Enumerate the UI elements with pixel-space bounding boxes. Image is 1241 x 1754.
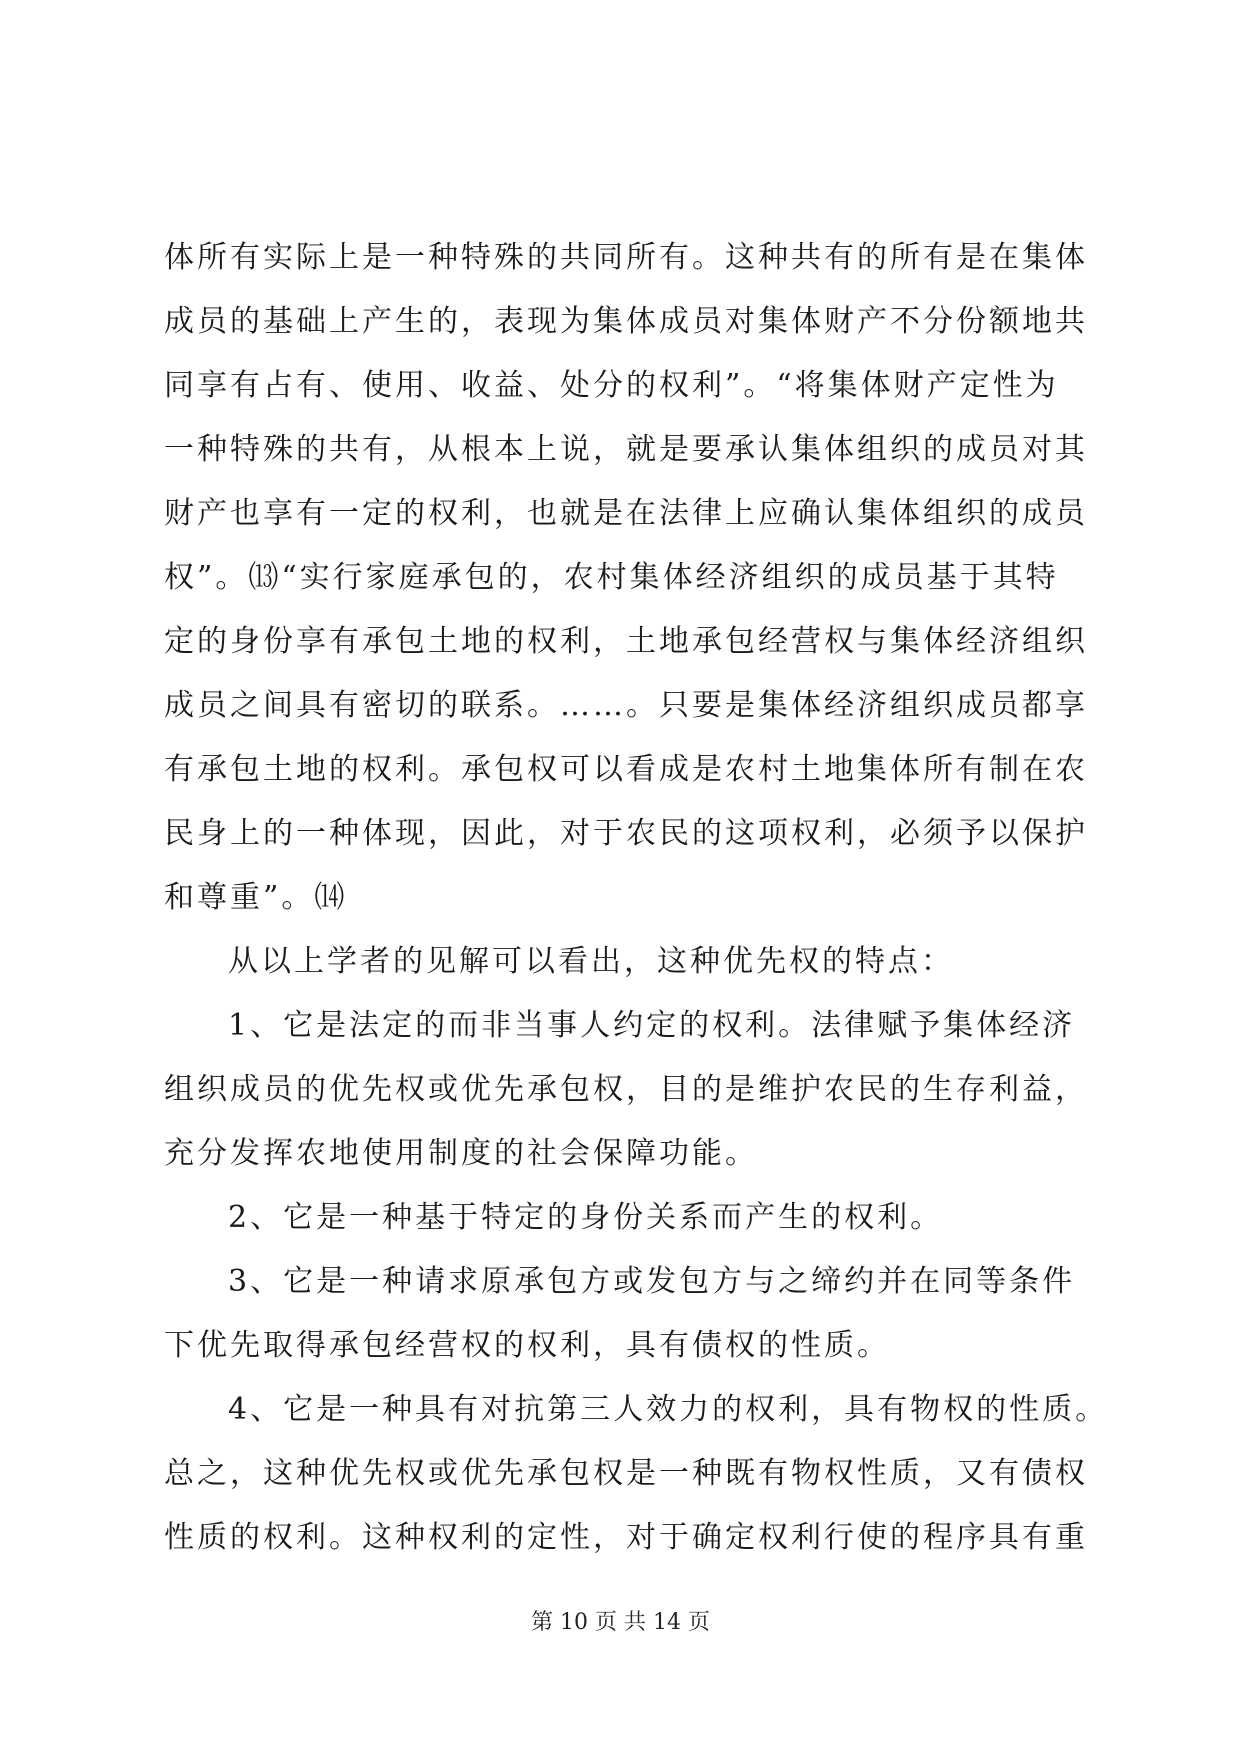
text-line: 成员之间具有密切的联系。……。只要是集体经济组织成员都享 [164, 688, 1088, 723]
page-footer: 第 10 页 共 14 页 [531, 1610, 710, 1635]
text-line: 和尊重”。⒁ [164, 880, 348, 915]
text-line: 体所有实际上是一种特殊的共同所有。这种共有的所有是在集体 [164, 240, 1088, 275]
text-line: 同享有占有、使用、收益、处分的权利”。“将集体财产定性为 [164, 368, 1059, 403]
paragraph-start-line: 1、它是法定的而非当事人约定的权利。法律赋予集体经济 [228, 1008, 1076, 1043]
text-line: 民身上的一种体现，因此，对于农民的这项权利，必须予以保护 [164, 816, 1088, 851]
text-line: 有承包土地的权利。承包权可以看成是农村土地集体所有制在农 [164, 752, 1088, 787]
text-line: 下优先取得承包经营权的权利，具有债权的性质。 [164, 1328, 890, 1363]
paragraph-start-line: 从以上学者的见解可以看出，这种优先权的特点： [228, 944, 954, 979]
paragraph-start-line: 2、它是一种基于特定的身份关系而产生的权利。 [228, 1200, 944, 1235]
text-line: 性质的权利。这种权利的定性，对于确定权利行使的程序具有重 [164, 1520, 1088, 1555]
body-text [164, 226, 1109, 1570]
text-line: 权”。⒀“实行家庭承包的，农村集体经济组织的成员基于其特 [164, 560, 1059, 595]
text-line: 组织成员的优先权或优先承包权，目的是维护农民的生存利益， [164, 1072, 1088, 1107]
text-line: 成员的基础上产生的，表现为集体成员对集体财产不分份额地共 [164, 304, 1088, 339]
text-line: 一种特殊的共有，从根本上说，就是要承认集体组织的成员对其 [164, 432, 1088, 467]
text-line: 充分发挥农地使用制度的社会保障功能。 [164, 1136, 758, 1171]
text-line: 财产也享有一定的权利，也就是在法律上应确认集体组织的成员 [164, 496, 1088, 531]
paragraph-start-line: 4、它是一种具有对抗第三人效力的权利，具有物权的性质。 [228, 1392, 1109, 1427]
text-line: 定的身份享有承包土地的权利，土地承包经营权与集体经济组织 [164, 624, 1088, 659]
text-line: 总之，这种优先权或优先承包权是一种既有物权性质，又有债权 [164, 1456, 1088, 1491]
paragraph-start-line: 3、它是一种请求原承包方或发包方与之缔约并在同等条件 [228, 1264, 1076, 1299]
